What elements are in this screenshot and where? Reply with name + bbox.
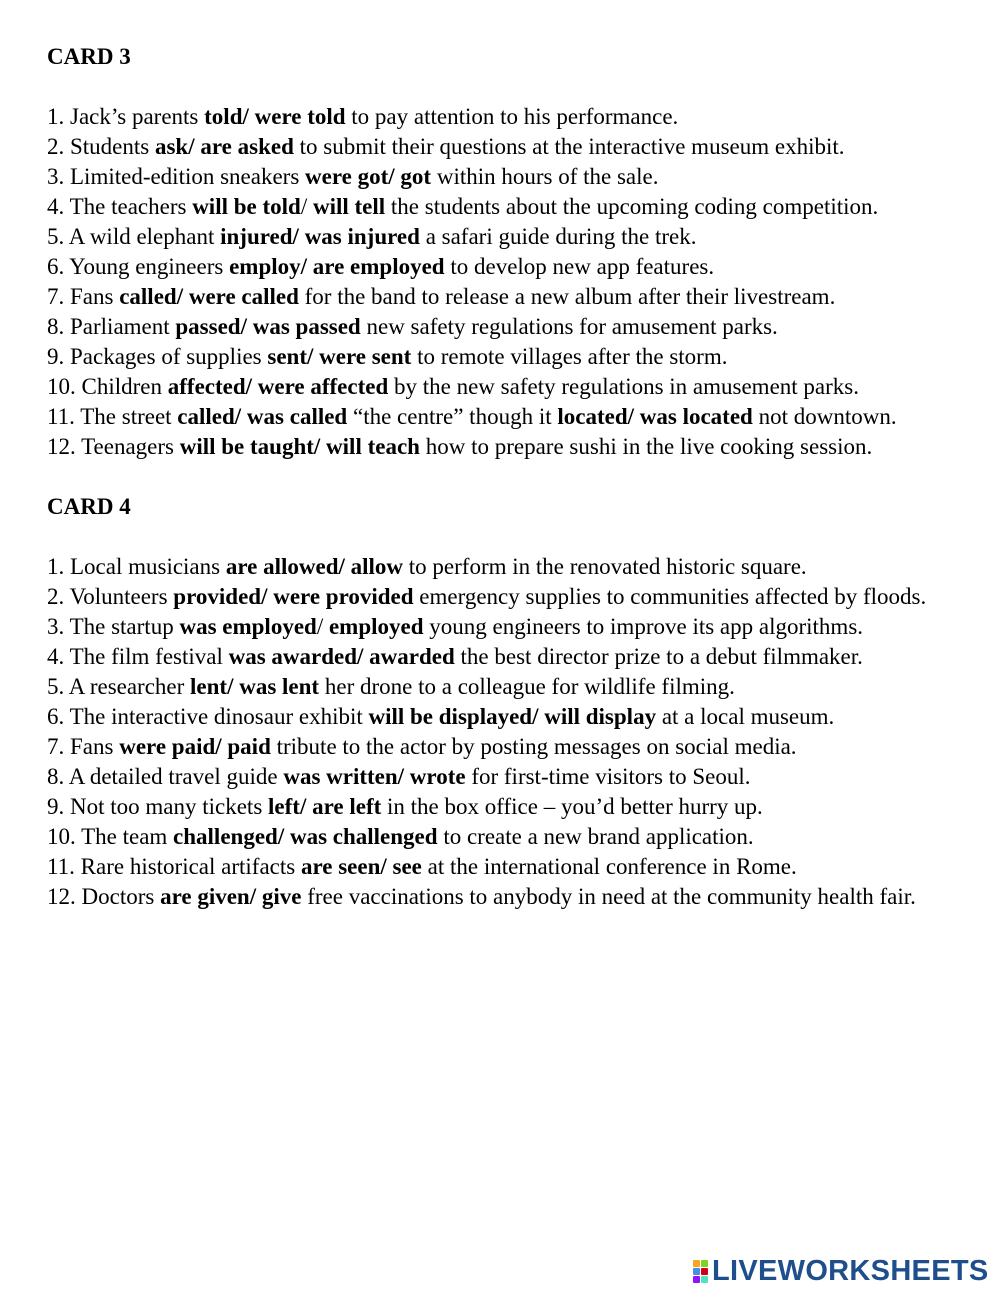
sentence-text: new safety regulations for amusement parks. <box>360 314 778 339</box>
sentence-item <box>47 822 967 852</box>
logo-icon-tile <box>693 1276 700 1283</box>
sentence-text: 12. Teenagers <box>47 434 180 459</box>
verb-options: injured/ was injured <box>220 224 420 249</box>
sentence-text: within hours of the sale. <box>431 164 659 189</box>
verb-options: will be displayed/ will display <box>368 704 657 729</box>
card-4 <box>47 492 967 912</box>
verb-options: employed <box>328 614 424 639</box>
verb-options: ask/ are asked <box>154 134 294 159</box>
sentence-item <box>47 312 967 342</box>
verb-options: told/ were told <box>204 104 346 129</box>
sentence-item <box>47 882 967 912</box>
sentence-text: by the new safety regulations in amusement parks. <box>388 374 859 399</box>
verb-options: affected/ were affected <box>167 374 389 399</box>
sentence-item <box>47 372 967 402</box>
sentence-text: 3. The startup <box>47 614 180 639</box>
sentence-text: 10. Children <box>47 374 168 399</box>
sentence-list <box>47 552 967 912</box>
sentence-text: 11. Rare historical artifacts <box>47 854 301 879</box>
sentence-item <box>47 162 967 192</box>
sentence-text: 6. The interactive dinosaur exhibit <box>47 704 369 729</box>
sentence-text: 7. Fans <box>47 734 120 759</box>
sentence-text: young engineers to improve its app algorithms. <box>423 614 864 639</box>
sentence-text: the students about the upcoming coding competition. <box>385 194 879 219</box>
sentence-item <box>47 672 967 702</box>
sentence-text: not downtown. <box>752 404 897 429</box>
sentence-item <box>47 252 967 282</box>
sentence-item <box>47 552 967 582</box>
logo-icon-tile <box>693 1260 700 1267</box>
verb-options: employ/ are employed <box>229 254 445 279</box>
verb-options: are allowed/ allow <box>225 554 404 579</box>
sentence-text: to submit their questions at the interactive museum exhibit. <box>293 134 845 159</box>
sentence-text: “the centre” though it <box>347 404 558 429</box>
sentence-item <box>47 102 967 132</box>
sentence-text: 9. Not too many tickets <box>47 794 269 819</box>
sentence-item <box>47 612 967 642</box>
verb-options: was employed <box>179 614 317 639</box>
sentence-item <box>47 792 967 822</box>
sentence-text: 2. Students <box>47 134 155 159</box>
sentence-text: 5. A researcher <box>47 674 191 699</box>
sentence-text: 5. A wild elephant <box>47 224 221 249</box>
verb-options: located/ was located <box>557 404 753 429</box>
card-spacer <box>47 462 967 492</box>
sentence-text: to remote villages after the storm. <box>411 344 728 369</box>
card-3 <box>47 42 967 462</box>
sentence-text: 1. Jack’s parents <box>47 104 205 129</box>
verb-options: was written/ wrote <box>283 764 466 789</box>
sentence-text: for the band to release a new album after their livestream. <box>298 284 836 309</box>
sentence-item <box>47 192 967 222</box>
sentence-text: her drone to a colleague for wildlife filming. <box>319 674 735 699</box>
worksheet <box>47 42 967 912</box>
sentence-item <box>47 432 967 462</box>
verb-options: was awarded/ awarded <box>228 644 455 669</box>
liveworksheets-logo-icon <box>692 1259 708 1283</box>
verb-options: passed/ was passed <box>175 314 361 339</box>
verb-options: are given/ give <box>160 884 302 909</box>
sentence-text: tribute to the actor by posting messages on social media. <box>270 734 797 759</box>
logo-icon-tile <box>693 1268 700 1275</box>
logo-icon-tile <box>701 1276 708 1283</box>
verb-options: challenged/ was challenged <box>173 824 438 849</box>
verb-options: are seen/ see <box>300 854 422 879</box>
sentence-text: 7. Fans <box>47 284 120 309</box>
sentence-item <box>47 342 967 372</box>
sentence-text: to pay attention to his performance. <box>345 104 679 129</box>
verb-options: called/ was called <box>177 404 348 429</box>
verb-options: called/ were called <box>119 284 299 309</box>
sentence-item <box>47 732 967 762</box>
sentence-text: 10. The team <box>47 824 174 849</box>
sentence-text: 4. The teachers <box>47 194 193 219</box>
sentence-item <box>47 402 967 432</box>
sentence-text: 8. Parliament <box>47 314 176 339</box>
sentence-item <box>47 222 967 252</box>
sentence-item <box>47 282 967 312</box>
sentence-text: 12. Doctors <box>47 884 161 909</box>
sentence-text: 2. Volunteers <box>47 584 174 609</box>
sentence-text: a safari guide during the trek. <box>419 224 697 249</box>
sentence-text: 9. Packages of supplies <box>47 344 268 369</box>
verb-options: were got/ got <box>305 164 432 189</box>
sentence-text: in the box office – you’d better hurry up. <box>381 794 763 819</box>
sentence-text: 4. The film festival <box>47 644 229 669</box>
sentence-text: how to prepare sushi in the live cooking session. <box>419 434 873 459</box>
sentence-text: to create a new brand application. <box>437 824 754 849</box>
sentence-text: / <box>300 194 313 219</box>
sentence-text: to perform in the renovated historic square. <box>403 554 807 579</box>
sentence-list <box>47 102 967 462</box>
logo-icon-tile <box>701 1268 708 1275</box>
sentence-text: 6. Young engineers <box>47 254 230 279</box>
sentence-text: at the international conference in Rome. <box>421 854 797 879</box>
logo-icon-tile <box>701 1260 708 1267</box>
verb-options: will be told <box>192 194 301 219</box>
verb-options: sent/ were sent <box>267 344 412 369</box>
verb-options: were paid/ paid <box>119 734 271 759</box>
verb-options: will be taught/ will teach <box>179 434 420 459</box>
sentence-text: free vaccinations to anybody in need at the community health fair. <box>301 884 916 909</box>
sentence-text: emergency supplies to communities affected by floods. <box>413 584 927 609</box>
verb-options: lent/ was lent <box>190 674 320 699</box>
sentence-text: to develop new app features. <box>444 254 715 279</box>
sentence-text: 1. Local musicians <box>47 554 226 579</box>
sentence-text: the best director prize to a debut filmmaker. <box>454 644 863 669</box>
verb-options: left/ are left <box>268 794 382 819</box>
sentence-text: 8. A detailed travel guide <box>47 764 284 789</box>
sentence-item <box>47 762 967 792</box>
sentence-item <box>47 582 967 612</box>
verb-options: will tell <box>312 194 386 219</box>
sentence-text: / <box>316 614 329 639</box>
liveworksheets-logo <box>692 1257 989 1285</box>
sentence-text: 11. The street <box>47 404 178 429</box>
logo-text: LIVEWORKSHEETS <box>712 1255 989 1287</box>
card-title: CARD 3 <box>47 44 131 69</box>
sentence-item <box>47 132 967 162</box>
verb-options: provided/ were provided <box>173 584 414 609</box>
sentence-item <box>47 852 967 882</box>
sentence-text: 3. Limited-edition sneakers <box>47 164 306 189</box>
sentence-item <box>47 642 967 672</box>
sentence-item <box>47 702 967 732</box>
card-title: CARD 4 <box>47 494 131 519</box>
sentence-text: for first-time visitors to Seoul. <box>465 764 751 789</box>
sentence-text: at a local museum. <box>656 704 835 729</box>
